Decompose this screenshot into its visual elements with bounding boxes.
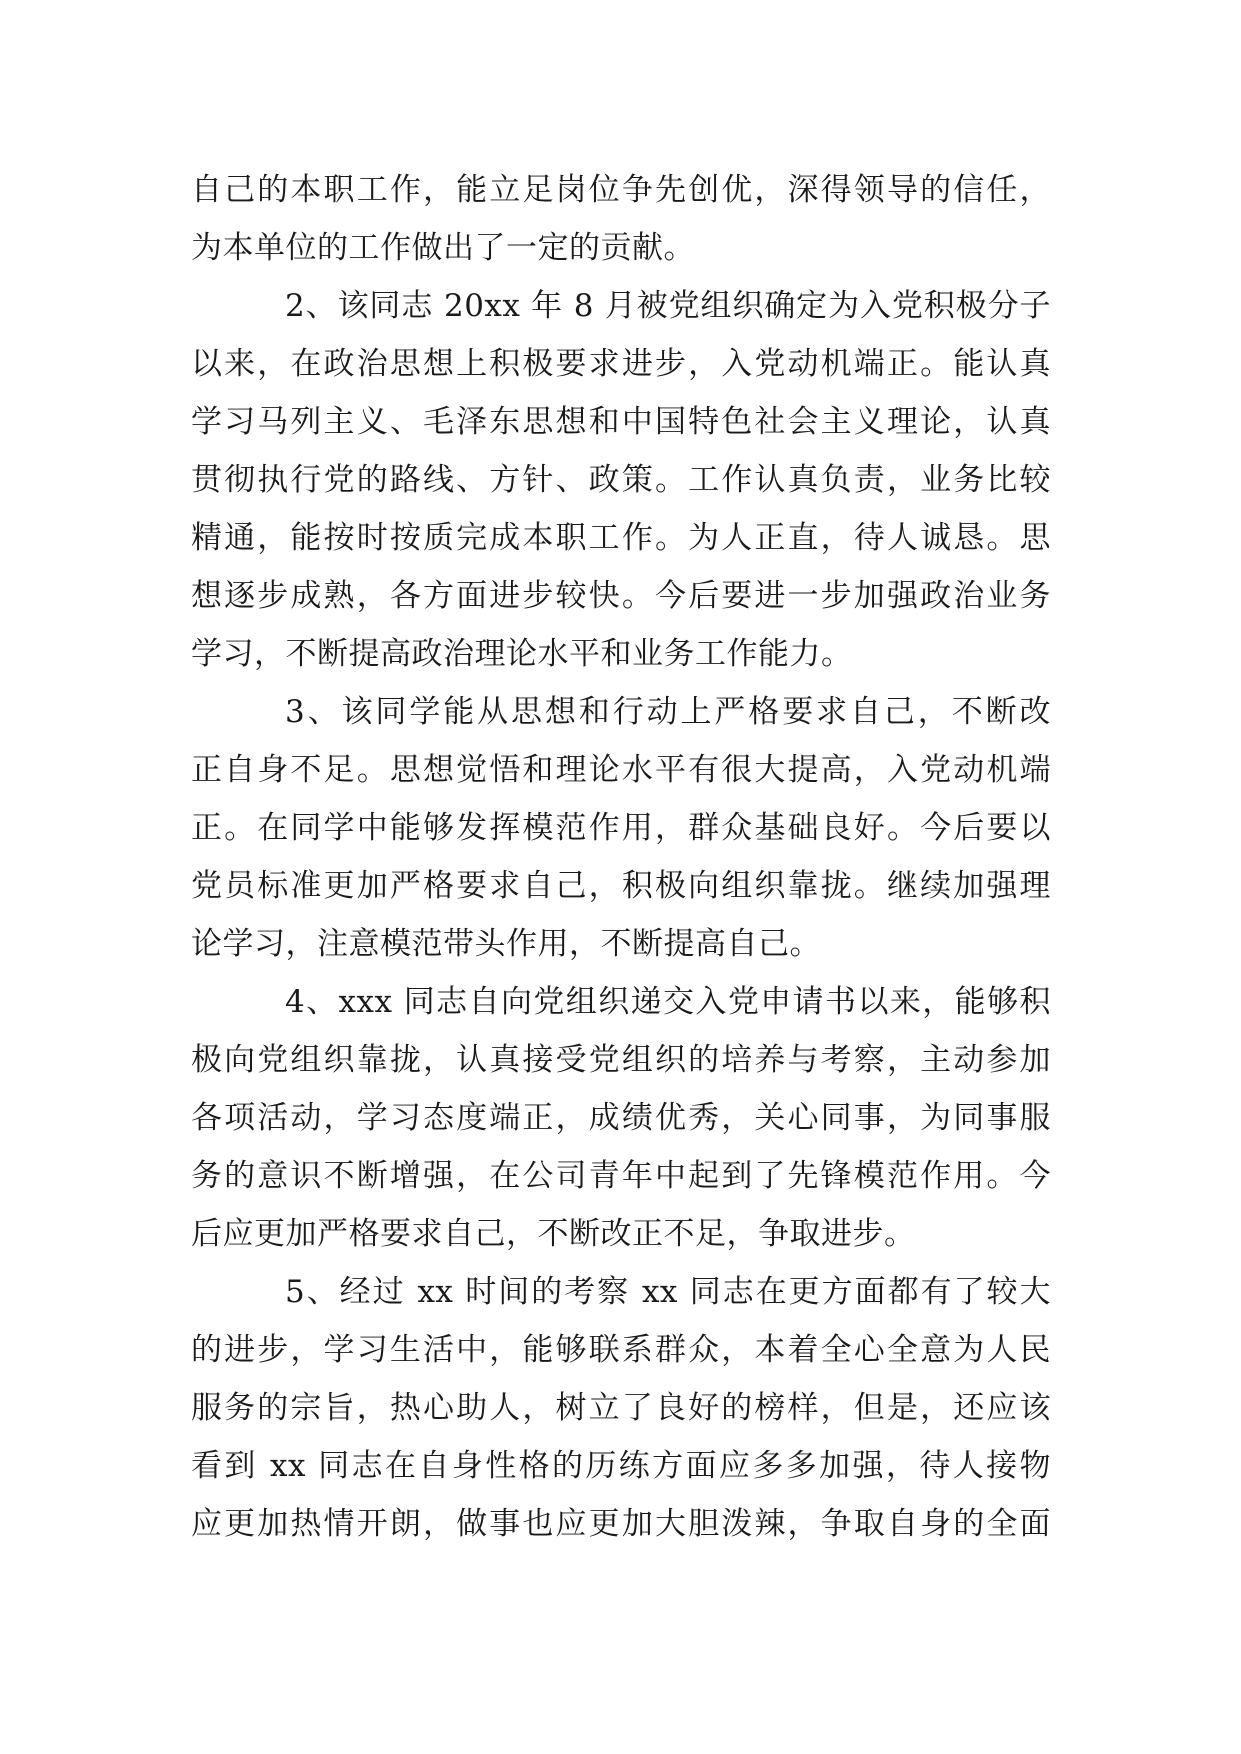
paragraph-start-line: 5、经过 xx 时间的考察 xx 同志在更方面都有了较大 — [285, 1274, 1051, 1310]
text-line: 想逐步成熟，各方面进步较快。今后要进一步加强政治业务 — [191, 578, 1051, 614]
text-line: 看到 xx 同志在自身性格的历练方面应多多加强，待人接物 — [191, 1448, 1051, 1484]
text-line: 精通，能按时按质完成本职工作。为人正直，待人诚恳。思 — [191, 520, 1051, 556]
text-line: 极向党组织靠拢，认真接受党组织的培养与考察，主动参加 — [191, 1042, 1051, 1078]
text-line: 以来，在政治思想上积极要求进步，入党动机端正。能认真 — [191, 346, 1051, 382]
text-line: 后应更加严格要求自己，不断改正不足，争取进步。 — [191, 1216, 916, 1252]
text-line: 服务的宗旨，热心助人，树立了良好的榜样，但是，还应该 — [191, 1390, 1051, 1426]
text-line: 应更加热情开朗，做事也应更加大胆泼辣，争取自身的全面 — [191, 1506, 1051, 1542]
paragraph-start-line: 4、xxx 同志自向党组织递交入党申请书以来，能够积 — [285, 984, 1051, 1020]
text-line: 论学习，注意模范带头作用，不断提高自己。 — [191, 926, 821, 962]
text-line: 的进步，学习生活中，能够联系群众，本着全心全意为人民 — [191, 1332, 1051, 1368]
paragraph-start-line: 3、该同学能从思想和行动上严格要求自己，不断改 — [285, 694, 1051, 730]
text-line: 学习，不断提高政治理论水平和业务工作能力。 — [191, 636, 853, 672]
text-line: 务的意识不断增强，在公司青年中起到了先锋模范作用。今 — [191, 1158, 1051, 1194]
text-line: 党员标准更加严格要求自己，积极向组织靠拢。继续加强理 — [191, 868, 1051, 904]
text-line: 自己的本职工作，能立足岗位争先创优，深得领导的信任， — [191, 172, 1051, 208]
text-line: 正自身不足。思想觉悟和理论水平有很大提高，入党动机端 — [191, 752, 1051, 788]
document-body — [191, 161, 1051, 1553]
text-line: 正。在同学中能够发挥模范作用，群众基础良好。今后要以 — [191, 810, 1051, 846]
paragraph-start-line: 2、该同志 20xx 年 8 月被党组织确定为入党积极分子 — [285, 288, 1051, 324]
text-line: 贯彻执行党的路线、方针、政策。工作认真负责，业务比较 — [191, 462, 1051, 498]
text-line: 为本单位的工作做出了一定的贡献。 — [191, 230, 695, 266]
text-line: 各项活动，学习态度端正，成绩优秀，关心同事，为同事服 — [191, 1100, 1051, 1136]
text-line: 学习马列主义、毛泽东思想和中国特色社会主义理论，认真 — [191, 404, 1051, 440]
